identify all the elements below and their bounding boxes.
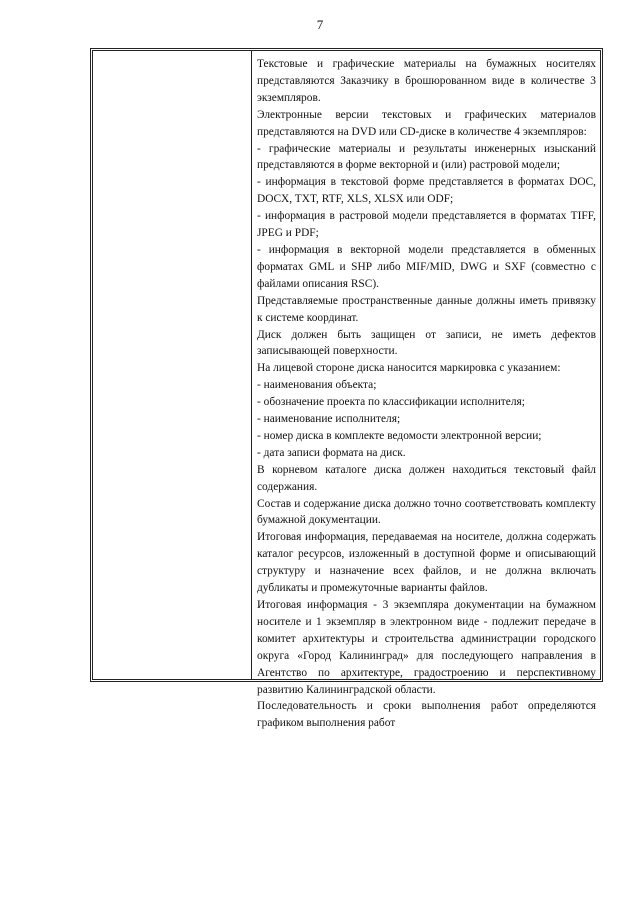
paragraph-paper-copies: Текстовые и графические материалы на бумажных носителях представляются Заказчику в брошюрованном виде в количестве 3 экземпляров. [257, 58, 596, 104]
list-item-vector-formats: - информация в векторной модели представляется в обменных форматах GML и SHP либо MIF/MID, DWG и SXF (совместно с файлами описания RSC). [257, 243, 596, 290]
list-item-graphic-materials: - графические материалы и результаты инженерных изысканий представляются в форме векторной и (или) растровой модели; [257, 142, 596, 172]
list-item-raster-formats: - информация в растровой модели представляется в форматах TIFF, JPEG и PDF; [257, 210, 596, 240]
empty-left-cell [93, 51, 252, 679]
paragraph-schedule: Последовательность и сроки выполнения работ определяются графиком выполнения работ [257, 700, 596, 730]
paragraph-resource-catalog: Итоговая информация, передаваемая на носителе, должна содержать каталог ресурсов, изложенный в доступной форме и описывающий структуру и назначение всех файлов, и не должна включать дубликаты и промежуточные варианты файлов. [257, 531, 596, 595]
list-item-contractor-name: - наименование исполнителя; [257, 413, 401, 426]
requirements-table [92, 50, 601, 730]
list-item-object-name: - наименования объекта; [257, 379, 377, 392]
requirements-text-cell [252, 51, 600, 730]
list-item-text-formats: - информация в текстовой форме представляется в форматах DOC, DOCX, TXT, RTF, XLS, XLSX или ODF; [257, 176, 596, 206]
list-item-project-designation: - обозначение проекта по классификации исполнителя; [257, 396, 525, 409]
page-number: 7 [316, 17, 324, 32]
paragraph-root-catalog: В корневом каталоге диска должен находиться текстовый файл содержания. [257, 463, 596, 493]
paragraph-final-transfer: Итоговая информация - 3 экземпляра документации на бумажном носителе и 1 экземпляр в электронном виде - подлежит передаче в комитет архитектуры и строительства администрации городского округа «Город Калининград» для последующего направления в Агентство по архитектуре, градостроению и перспективному развитию Калининградской области. [257, 599, 596, 696]
list-item-disk-number: - номер диска в комплекте ведомости электронной версии; [257, 429, 542, 442]
paragraph-disk-protection: Диск должен быть защищен от записи, не иметь дефектов записывающей поверхности. [257, 328, 596, 358]
paragraph-disk-marking: На лицевой стороне диска наносится маркировка с указанием: [257, 362, 561, 375]
paragraph-electronic-versions: Электронные версии текстовых и графических материалов представляются на DVD или CD-диске в количестве 4 экземпляров: [257, 108, 596, 138]
paragraph-disk-contents: Состав и содержание диска должно точно соответствовать комплекту бумажной документации. [257, 497, 596, 527]
paragraph-coordinate-system: Представляемые пространственные данные должны иметь привязку к системе координат. [257, 294, 596, 324]
list-item-recording-date: - дата записи формата на диск. [257, 446, 406, 459]
